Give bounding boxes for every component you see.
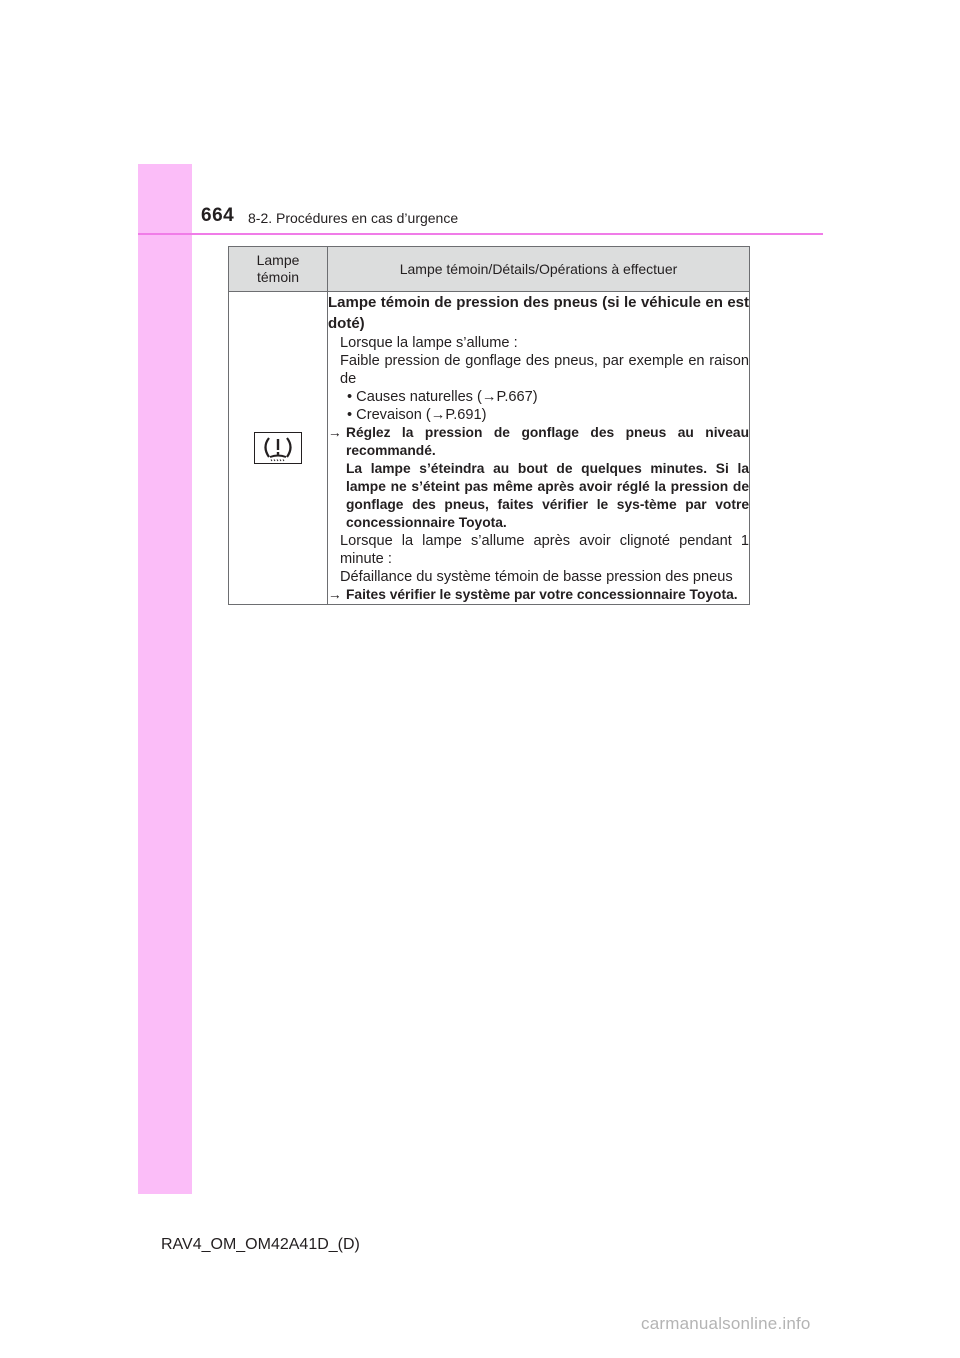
cause-bullet-1: • Causes naturelles (→P.667)	[347, 389, 538, 405]
column-header-details: Lampe témoin/Détails/Opérations à effectuer	[328, 247, 750, 292]
column-header-lamp-label: Lampe témoin	[256, 252, 300, 285]
warning-lamp-table	[228, 246, 750, 605]
action-text-1: Réglez la pression de gonflage des pneus au niveau recommandé.	[346, 425, 749, 458]
cause-text-1: Faible pression de gonflage des pneus, par exemple en raison de	[340, 353, 749, 387]
lamp-title: Lampe témoin de pression des pneus (si le véhicule en est doté)	[328, 294, 749, 332]
table-row	[229, 292, 750, 605]
arrow-icon: →	[328, 587, 342, 602]
side-color-band	[138, 164, 192, 1194]
action-text-2: Faites vérifier le système par votre concessionnaire Toyota.	[346, 587, 738, 602]
cause-text-2: Défaillance du système témoin de basse pression des pneus	[340, 569, 733, 585]
section-title: 8-2. Procédures en cas d’urgence	[248, 210, 459, 226]
condition-text-2: Lorsque la lampe s’allume après avoir clignoté pendant 1 minute :	[340, 533, 749, 567]
header-rule	[138, 233, 823, 235]
tire-pressure-warning-icon	[254, 432, 302, 464]
document-code: RAV4_OM_OM42A41D_(D)	[161, 1236, 360, 1253]
action-step-2	[328, 586, 749, 604]
cause-bullet-2: • Crevaison (→P.691)	[347, 407, 487, 423]
details-cell	[328, 292, 750, 605]
watermark-link[interactable]: carmanualsonline.info	[641, 1314, 811, 1333]
action-step-1	[328, 424, 749, 460]
action-note-1: La lampe s’éteindra au bout de quelques minutes. Si la lampe ne s’éteint pas même après avoir réglé la pression de gonflage des pneus, faites vérifier le sys-tème par votre concessionnaire Toyota.	[346, 461, 749, 530]
page-number: 664	[201, 205, 235, 226]
table-header-row	[229, 247, 750, 292]
column-header-lamp	[229, 247, 328, 292]
icon-cell	[229, 292, 328, 605]
arrow-icon: →	[328, 425, 342, 440]
condition-text-1: Lorsque la lampe s’allume :	[340, 335, 518, 351]
